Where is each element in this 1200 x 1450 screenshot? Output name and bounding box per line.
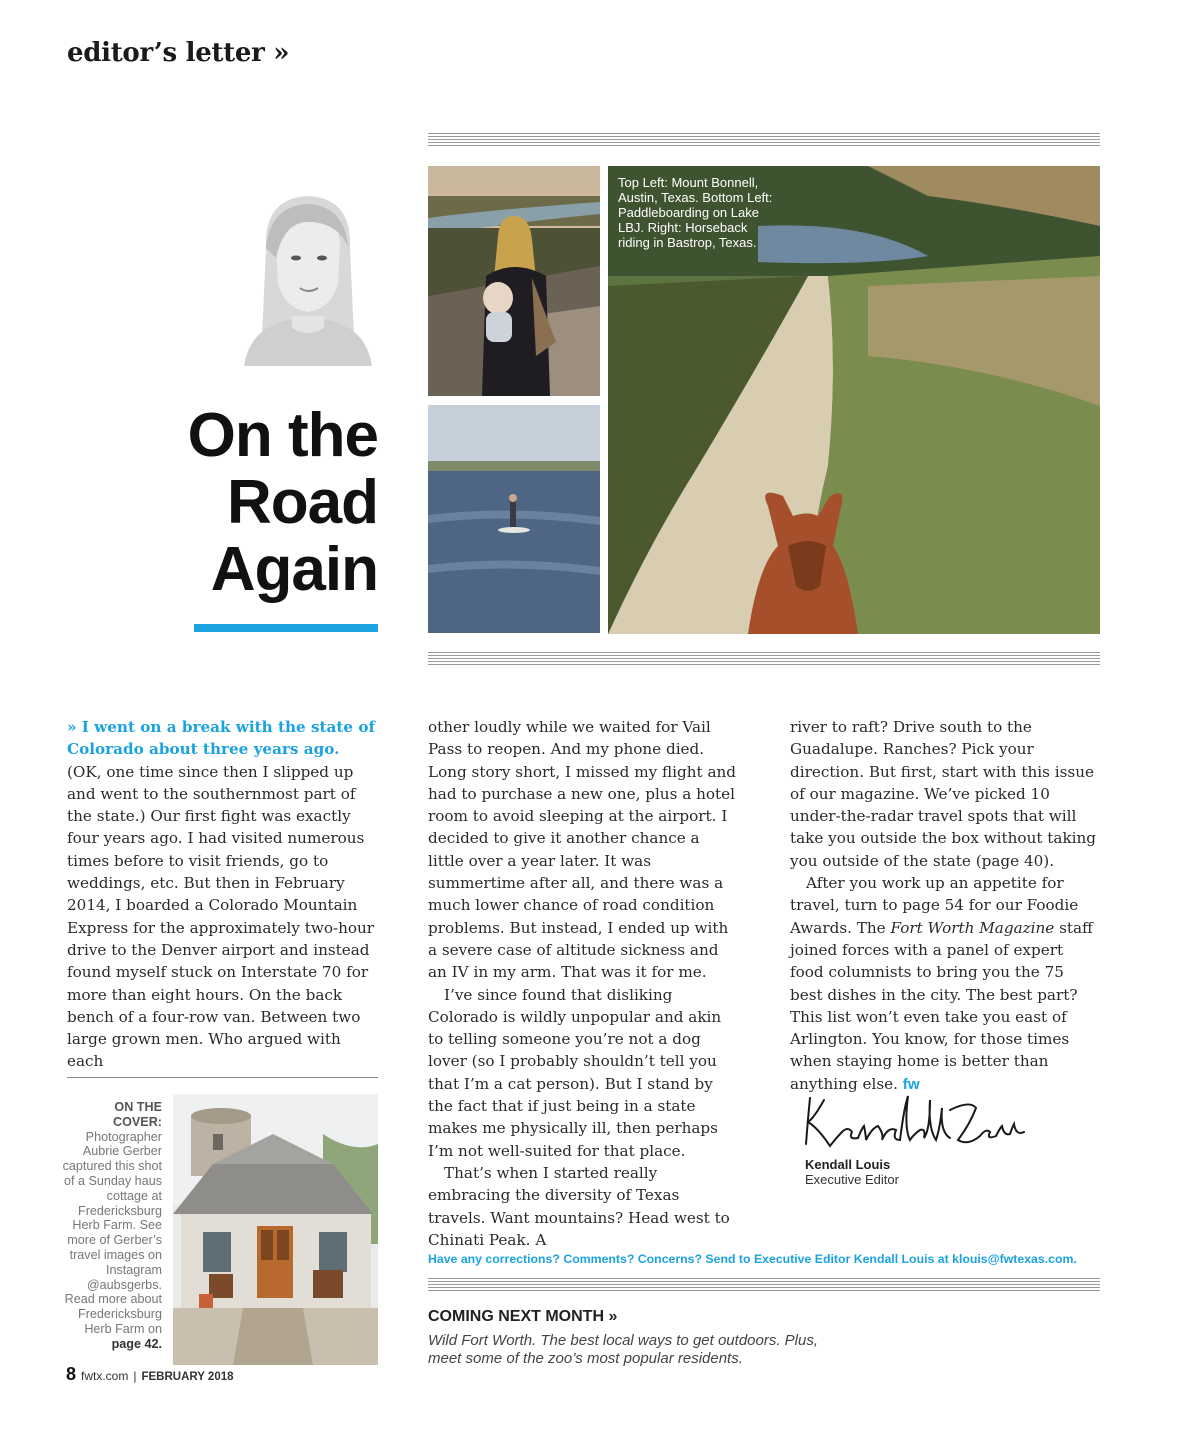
article-col2-paragraph-3: That’s when I started really embracing the diversity of Texas travels. Want mountains? Head west to Chinati Peak. A bbox=[428, 1163, 730, 1249]
photo-lake-lbj bbox=[428, 405, 600, 633]
signature bbox=[800, 1088, 1030, 1158]
cover-photo-cottage bbox=[173, 1094, 378, 1365]
section-label: editor’s letter » bbox=[67, 38, 290, 68]
article-col3-text-b: staff joined forces with a panel of expert food columnists to bring you the 75 best dishes in the city. The best part? This list won’t even take you east of Arlington. You know, for those times when staying home is better than anything else. bbox=[790, 918, 1093, 1093]
middle-rule bbox=[428, 652, 1100, 666]
article-column-1 bbox=[67, 716, 377, 1073]
corrections-note: Have any corrections? Comments? Concerns? Send to Executive Editor Kendall Louis at klouis@fwtexas.com. bbox=[428, 1252, 1077, 1266]
end-mark: fw bbox=[902, 1075, 920, 1093]
signoff-name: Kendall Louis bbox=[805, 1157, 891, 1172]
magazine-name: Fort Worth Magazine bbox=[890, 918, 1055, 937]
photo-mount-bonnell bbox=[428, 166, 600, 396]
cover-divider bbox=[67, 1077, 378, 1078]
article-col2-paragraph-2: I’ve since found that disliking Colorado is wildly unpopular and akin to telling someone you’re not a dog lover (so I probably shouldn’t tell you that I’m a cat person). But I stand by the fact that if just being in a state makes me physically ill, then perhaps I’m not well-suited for that place. bbox=[428, 985, 722, 1160]
article-col3-paragraph-1: river to raft? Drive south to the Guadalupe. Ranches? Pick your direction. But first, start with this issue of our magazine. We’ve picked 10 under-the-radar travel spots that will take you outside the box without taking you outside of the state (page 40). bbox=[790, 718, 1097, 870]
signoff-title: Executive Editor bbox=[805, 1172, 899, 1187]
next-month-heading: COMING NEXT MONTH » bbox=[428, 1308, 618, 1325]
page-footer bbox=[66, 1364, 234, 1385]
article-column-2 bbox=[428, 716, 738, 1251]
top-rule bbox=[428, 133, 1100, 147]
cover-heading: ON THE COVER: bbox=[113, 1100, 162, 1129]
headline-line-1: On the bbox=[187, 401, 378, 470]
headline-accent-bar bbox=[194, 624, 378, 632]
footer-separator: | bbox=[133, 1369, 137, 1383]
footer-site: fwtx.com bbox=[81, 1369, 129, 1383]
bottom-rule bbox=[428, 1278, 1100, 1292]
headline bbox=[150, 402, 378, 603]
cover-text: Photographer Aubrie Gerber captured this shot of a Sunday haus cottage at Fredericksburg Herb Farm. See more of Gerber’s travel images on Instagram @aubsgerbs. Read more about Fredericksburg Herb Farm on bbox=[62, 1129, 162, 1336]
editor-portrait bbox=[236, 188, 378, 366]
photo-caption: Top Left: Mount Bonnell, Austin, Texas. Bottom Left: Paddleboarding on Lake LBJ. Right: Horseback riding in Bastrop, Texas. bbox=[618, 175, 773, 250]
article-lead: » I went on a break with the state of Colorado about three years ago. bbox=[67, 718, 376, 759]
next-month-text: Wild Fort Worth. The best local ways to get outdoors. Plus, meet some of the zoo’s most popular residents. bbox=[428, 1332, 819, 1367]
article-column-3 bbox=[790, 716, 1100, 1096]
article-col3-text-a: After you work up an appetite for travel, turn to page 54 for our Foodie Awards. The bbox=[790, 874, 1079, 937]
headline-line-2: Road bbox=[227, 468, 378, 537]
article-col2-paragraph-1: other loudly while we waited for Vail Pass to reopen. And my phone died. Long story short, I missed my flight and had to purchase a new one, plus a hotel room to avoid sleeping at the airport. I decided to give it another chance a little over a year later. It was summertime after all, and there was a much lower chance of road condition problems. But instead, I ended up with a severe case of altitude sickness and an IV in my arm. That was it for me. bbox=[428, 718, 737, 982]
cover-page-ref: page 42. bbox=[111, 1336, 162, 1351]
footer-issue: FEBRUARY 2018 bbox=[141, 1371, 234, 1383]
cover-caption bbox=[62, 1100, 162, 1352]
article-col1-text: (OK, one time since then I slipped up and went to the southernmost part of the state.) Our first fight was exactly four years ago. I had visited numerous times before to visit friends, go to weddings, etc. But then in February 2014, I boarded a Colorado Mountain Express for the approximately two-hour drive to the Denver airport and instead found myself stuck on Interstate 70 for more than eight hours. On the back bench of a four-row van. Between two large grown men. Who argued with each bbox=[67, 762, 375, 1071]
article-col3-paragraph-2 bbox=[790, 872, 1100, 1096]
page-number: 8 bbox=[66, 1364, 77, 1384]
headline-line-3: Again bbox=[210, 535, 378, 604]
